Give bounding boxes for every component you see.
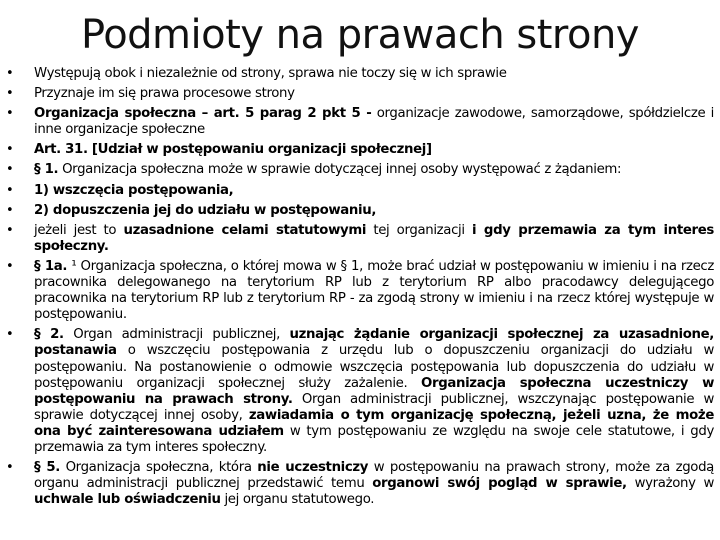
bullet-text — [34, 142, 714, 158]
text-segment: jej organu statutowego. — [220, 492, 375, 508]
bullet-item — [6, 460, 714, 508]
text-segment: Organ administracji publicznej, — [63, 327, 290, 343]
bullet-item — [6, 142, 714, 158]
bold-segment: 1) wszczęcia postępowania, — [34, 182, 234, 198]
bold-segment: § 1a. — [34, 258, 68, 274]
bullet-text — [34, 162, 714, 178]
text-segment: tej organizacji — [366, 222, 473, 238]
text-segment: o wszczęciu postępowania z urzędu lub o dopuszczeniu organizacji do udziału w postępowaniu. Na postanowienie o odmowie wszczęcia postępowania lub dopuszczenia do udziału w postępowaniu organizacji społecznej służy zażalenie. — [34, 343, 714, 391]
bold-segment: uchwale lub oświadczeniu — [34, 492, 221, 508]
text-segment: Organizacja społeczna, która — [59, 460, 258, 476]
bullet-item — [6, 183, 714, 199]
bullet-marker: • — [6, 66, 14, 81]
bullet-marker: • — [6, 460, 14, 476]
bullet-marker: • — [6, 142, 14, 158]
text-segment: wyrażony w — [626, 476, 714, 492]
bullet-text — [34, 259, 714, 323]
bullet-marker: • — [6, 106, 14, 122]
bullet-item — [6, 106, 714, 138]
bold-segment: § 2. — [34, 327, 64, 343]
bold-segment: uznając żądanie organizacji społecznej za uzasadnione, postanawia — [34, 327, 714, 359]
bold-segment: Organizacja społeczna uczestniczy w postępowaniu na prawach strony. — [34, 375, 714, 407]
bullet-item — [6, 259, 714, 323]
text-segment: jeżeli jest to — [34, 222, 124, 238]
bullet-item — [6, 327, 714, 456]
bullet-text — [34, 86, 714, 102]
bold-segment: § 5. — [34, 460, 60, 476]
bullet-marker: • — [6, 182, 14, 198]
bullet-text — [34, 327, 714, 456]
text-segment: Występują obok i niezależnie od strony, sprawa nie toczy się w ich sprawie — [34, 66, 507, 81]
bold-segment: uzasadnione celami statutowymi — [123, 222, 367, 238]
slide-title: Podmioty na prawach strony — [81, 12, 639, 58]
bullet-marker: • — [6, 202, 14, 218]
bold-segment: organowi swój pogląd w sprawie, — [372, 476, 627, 492]
bold-segment: Art. 31. [Udział w postępowaniu organizacji społecznej] — [34, 142, 432, 158]
bullet-marker: • — [6, 86, 14, 102]
bullet-text — [34, 223, 714, 255]
text-segment: organizacje zawodowe, samorządowe, spółdzielcze i inne organizacje społeczne — [34, 106, 715, 138]
bold-segment: i gdy przemawia za tym interes społeczny. — [34, 222, 714, 254]
bold-segment: 2) dopuszczenia jej do udziału w postępowaniu, — [34, 202, 377, 218]
bullet-marker: • — [6, 222, 14, 238]
bullet-item — [6, 66, 714, 82]
bullet-text — [34, 183, 714, 199]
bullet-text — [34, 460, 714, 508]
text-segment: ¹ Organizacja społeczna, o której mowa w § 1, może brać udział w postępowaniu w imieniu i na rzecz pracownika delegowanego na terytorium RP lub z terytorium RP albo pracodawcy delegującego pracownika na terytorium RP lub z terytorium RP - za zgodą strony w imieniu i na rzecz której występuje w postępowaniu. — [34, 258, 714, 323]
bullet-marker: • — [6, 258, 14, 274]
bold-segment: Organizacja społeczna – art. 5 parag 2 pkt 5 - — [34, 106, 372, 122]
bullet-item — [6, 223, 714, 255]
bullet-marker: • — [6, 327, 14, 343]
text-segment: w postępowaniu na prawach strony, może za zgodą organu administracji publicznej przedstawić temu — [34, 460, 714, 492]
bold-segment: zawiadamia o tym organizację społeczną, jeżeli uzna, że może ona być zainteresowana udziałem — [34, 407, 714, 439]
bullet-item — [6, 203, 714, 219]
bullet-item — [6, 86, 714, 102]
bold-segment: nie uczestniczy — [257, 460, 369, 476]
text-segment: Organizacja społeczna może w sprawie dotyczącej innej osoby występować z żądaniem: — [58, 162, 622, 178]
bullet-text — [34, 203, 714, 219]
text-segment: Organ administracji publicznej, wszczynając postępowanie w sprawie dotyczącej innej osoby, — [34, 391, 714, 423]
text-segment: Przyznaje im się prawa procesowe strony — [34, 86, 295, 102]
bullet-marker: • — [6, 162, 14, 178]
bullet-item — [6, 162, 714, 178]
bullet-text — [34, 66, 714, 82]
bold-segment: § 1. — [34, 162, 59, 178]
bullet-text — [34, 106, 714, 138]
bullet-list — [6, 66, 714, 512]
text-segment: w tym postępowaniu ze względu na swoje cele statutowe, i gdy przemawia za tym interes społeczny. — [34, 423, 714, 455]
